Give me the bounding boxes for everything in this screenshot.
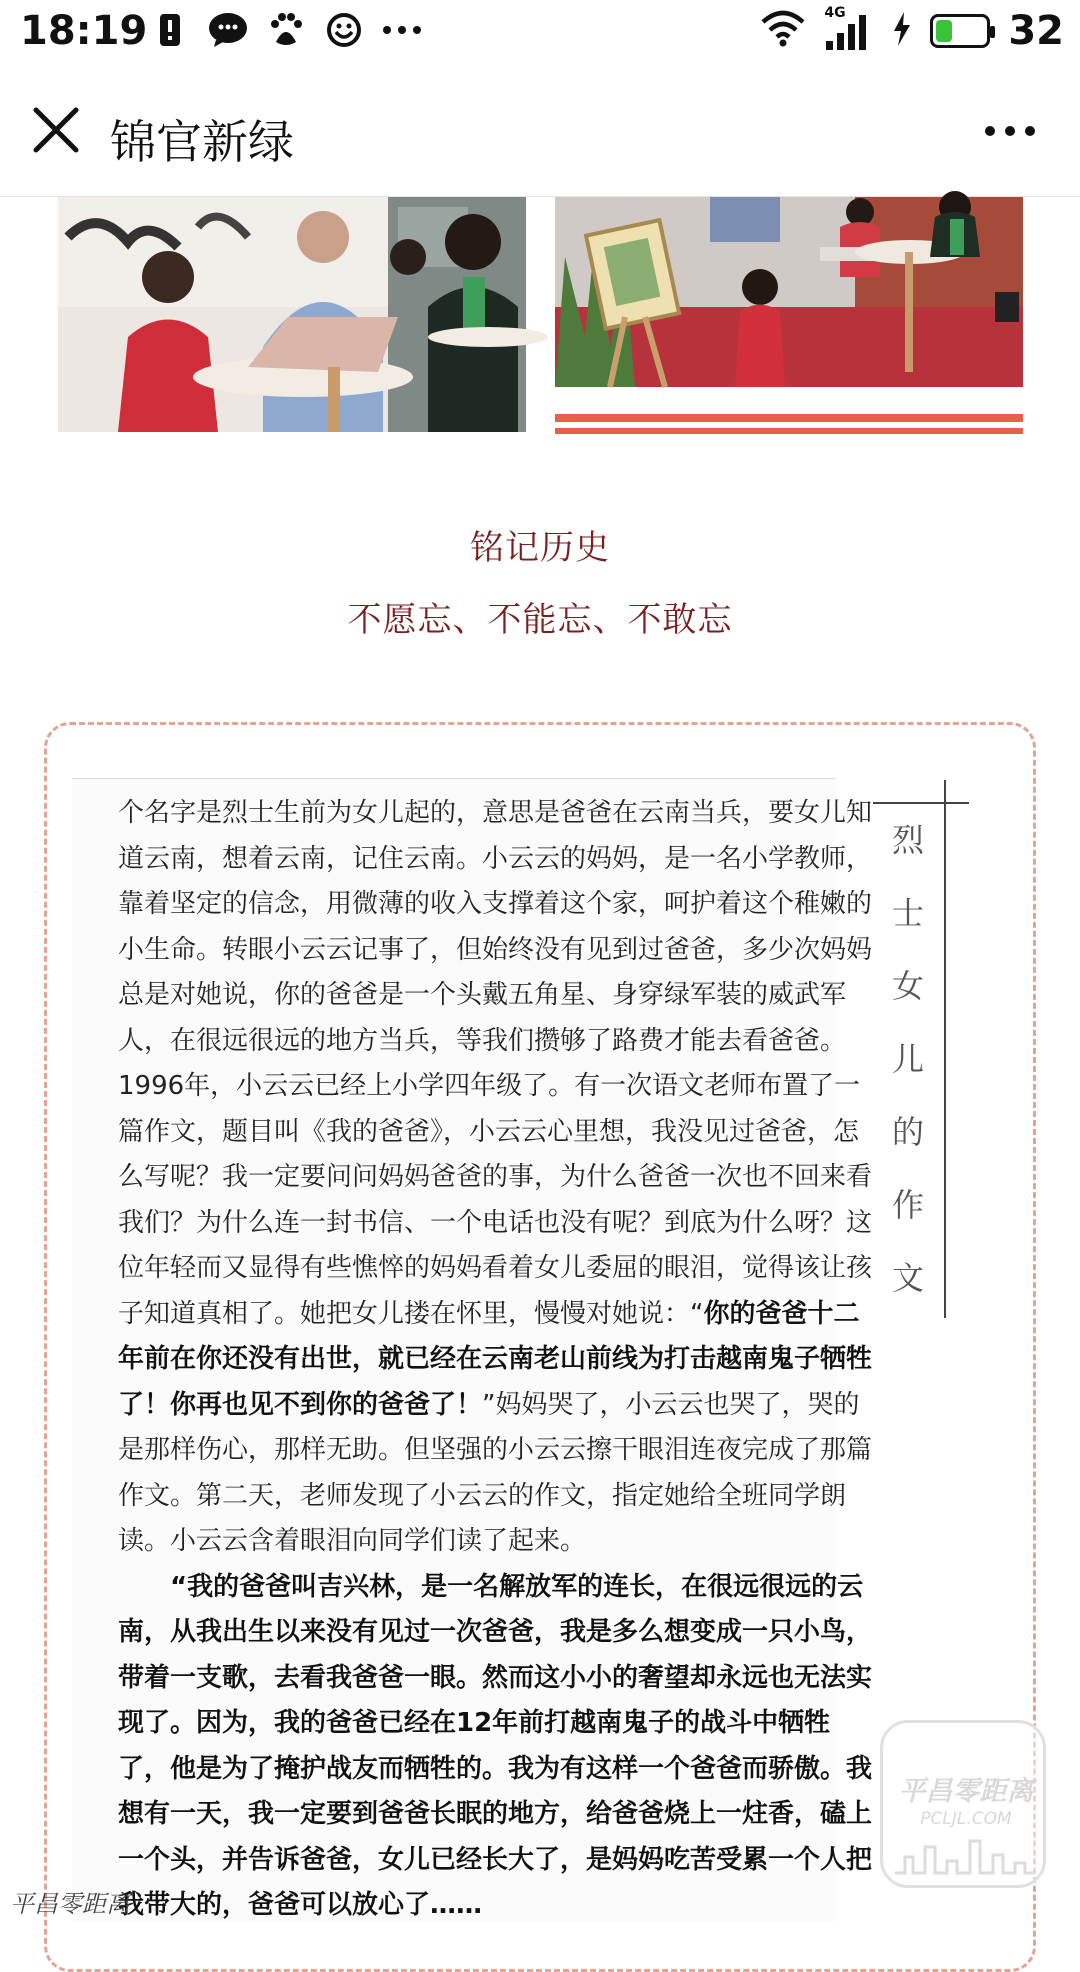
section-subheading: 不愿忘、不能忘、不敢忘: [347, 600, 733, 640]
watermark-badge: [880, 1720, 1046, 1888]
battery-level: [936, 20, 952, 42]
paragraph-bold-text: 你的爸爸十二年前在你还没有出世，就已经在云南老山前线为打击越南鬼子牺牲了！你再也见不到你的爸爸了！: [118, 1298, 873, 1420]
network-type-label: 4G: [824, 5, 846, 21]
vertical-title-char: 士: [891, 894, 924, 932]
vertical-title-vline: [944, 780, 946, 1318]
vertical-title-hline: [873, 802, 969, 804]
vertical-title-char: 的: [891, 1113, 924, 1151]
section-heading: 铭记历史: [470, 528, 610, 568]
wifi-icon: [760, 10, 806, 52]
vertical-title-char: 女: [891, 967, 924, 1005]
watermark-bottom-text: 平昌零距离: [10, 1890, 130, 1918]
charging-icon: [892, 11, 912, 51]
decorative-stripe-bottom: [555, 428, 1023, 434]
battery-percent: 32: [1008, 8, 1064, 54]
article-photo-left: [58, 197, 526, 432]
article-body: [118, 791, 878, 1929]
battery-icon: [930, 14, 990, 48]
article-paragraph: [118, 1565, 878, 1929]
watermark-badge-sub: PCLJL.COM: [920, 1809, 1012, 1829]
article-text-panel[interactable]: [72, 778, 873, 1921]
paragraph-text-end: ”妈妈哭了，小云云也哭了，哭的是那样伤心，那样无助。但坚强的小云云擦干眼泪连夜完成了那篇作文。第二天，老师发现了小云云的作文，指定她给全班同学朗读。小云云含着眼泪向同学们读了起来。: [118, 1389, 873, 1556]
vertical-title-char: 文: [891, 1259, 924, 1297]
close-icon[interactable]: [30, 104, 82, 156]
page-title: 锦官新绿: [110, 115, 294, 169]
more-icon[interactable]: [980, 116, 1040, 146]
watermark-badge-text: 平昌零距离: [898, 1776, 1034, 1807]
article-paragraph: [118, 791, 878, 1565]
paragraph-bold-text: “我的爸爸叫吉兴林，是一名解放军的连长，在很远很远的云南，从我出生以来没有见过一次爸爸，我是多么想变成一只小鸟，带着一支歌，去看我爸爸一眼。然而这小小的奢望却永远也无法实现了。因为，我的爸爸已经在12年前打越南鬼子的战斗中牺牲了，他是为了掩护战友而牺牲的。我为有这样一个爸爸而骄傲。我想有一天，我一定要到爸爸长眠的地方，给爸爸烧上一炷香，磕上一个头，并告诉爸爸，女儿已经长大了，是妈妈吃苦受累一个人把我带大的，爸爸可以放心了……: [118, 1571, 873, 1920]
vertical-title-char: 烈: [891, 821, 924, 859]
notification-icon: [150, 10, 190, 50]
article-photo-right: [555, 197, 1023, 387]
smiley-icon: [324, 10, 364, 50]
vertical-title-char: 儿: [891, 1040, 924, 1078]
vertical-title: [888, 818, 928, 1300]
baidu-icon: [266, 10, 306, 50]
status-bar: [0, 0, 1080, 66]
decorative-stripe-top: [555, 414, 1023, 422]
wechat-icon: [208, 10, 248, 50]
more-dots-icon: [382, 10, 422, 50]
top-nav-bar: [0, 66, 1080, 197]
status-system-icons: [760, 5, 1064, 54]
status-time: 18:19: [20, 8, 148, 54]
vertical-title-char: 作: [891, 1186, 924, 1224]
status-notification-icons: [150, 10, 422, 50]
watermark-skyline-icon: [895, 1835, 1035, 1875]
paragraph-text: 个名字是烈士生前为女儿起的，意思是爸爸在云南当兵，要女儿知道云南，想着云南，记住云南。小云云的妈妈，是一名小学教师，靠着坚定的信念，用微薄的收入支撑着这个家，呵护着这个稚嫩的小生命。转眼小云云记事了，但始终没有见到过爸爸，多少次妈妈总是对她说，你的爸爸是一个头戴五角星、身穿绿军装的威武军人，在很远很远的地方当兵，等我们攒够了路费才能去看爸爸。1996年，小云云已经上小学四年级了。有一次语文老师布置了一篇作文，题目叫《我的爸爸》，小云云心里想，我没见过爸爸，怎么写呢？我一定要问问妈妈爸爸的事，为什么爸爸一次也不回来看我们？为什么连一封书信、一个电话也没有呢？到底为什么呀？这位年轻而又显得有些憔悴的妈妈看着女儿委屈的眼泪，觉得该让孩子知道真相了。她把女儿搂在怀里，慢慢对她说：“: [118, 798, 873, 1329]
signal-icon: [824, 5, 874, 51]
